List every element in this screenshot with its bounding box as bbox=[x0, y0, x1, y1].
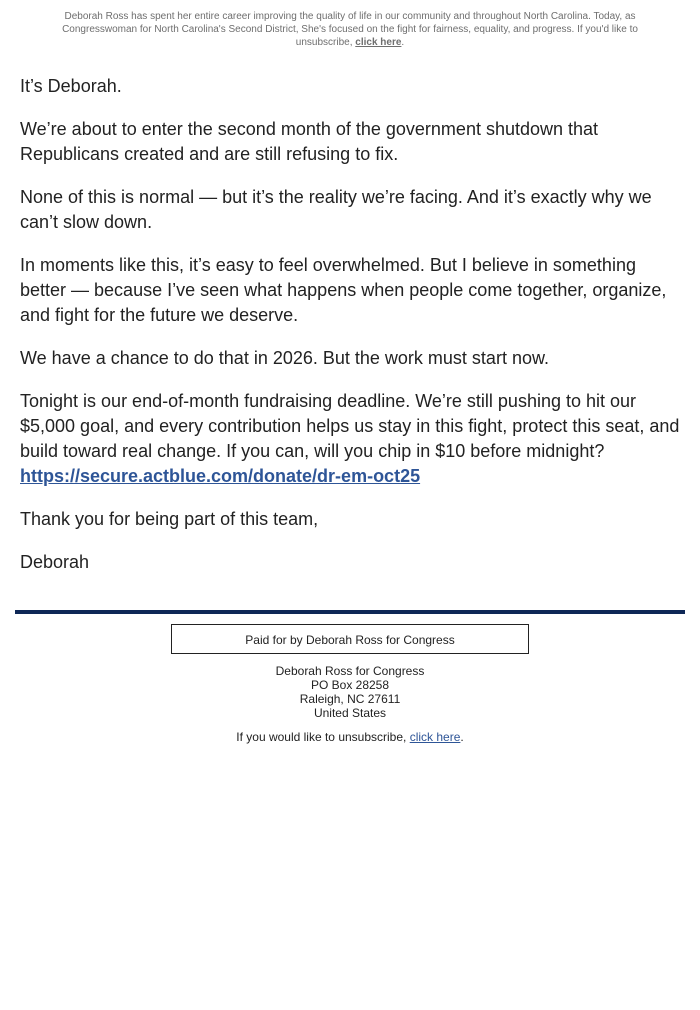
preheader-text: Deborah Ross has spent her entire career improving the quality of life in our community and throughout North Carolina. Today, as Congresswoman for North Carolina's Second District, She's focused on the fight for fairness, equality, and progress. If you'd like to unsubscribe, bbox=[62, 11, 638, 48]
mailing-address bbox=[0, 664, 700, 720]
preheader-unsubscribe-link[interactable]: click here bbox=[355, 37, 402, 48]
unsubscribe-end: . bbox=[460, 730, 464, 744]
email-body bbox=[0, 49, 700, 575]
paragraph-overwhelmed: In moments like this, it’s easy to feel overwhelmed. But I believe in something better — because I’ve seen what happens when people come together, organize, and fight for the future we deserve. bbox=[20, 255, 667, 325]
address-line1: PO Box 28258 bbox=[310, 678, 390, 692]
paragraph-2026: We have a chance to do that in 2026. But the work must start now. bbox=[20, 348, 549, 368]
paragraph-shutdown: We’re about to enter the second month of the government shutdown that Republicans created and are still refusing to fix. bbox=[20, 119, 599, 164]
donate-link[interactable]: https://secure.actblue.com/donate/dr-em-oct25 bbox=[20, 466, 421, 486]
paragraph-not-normal: None of this is normal — but it’s the reality we’re facing. And it’s exactly why we can’t slow down. bbox=[20, 187, 652, 232]
paragraph-thanks: Thank you for being part of this team, bbox=[20, 509, 319, 529]
paragraph-fundraising bbox=[20, 389, 680, 489]
signature: Deborah bbox=[20, 552, 90, 572]
footer bbox=[0, 624, 700, 744]
address-name: Deborah Ross for Congress bbox=[275, 664, 425, 678]
paid-for-disclaimer: Paid for by Deborah Ross for Congress bbox=[171, 624, 529, 654]
footer-divider bbox=[15, 610, 685, 614]
address-country: United States bbox=[313, 706, 387, 720]
preheader bbox=[50, 10, 650, 49]
address-city: Raleigh, NC 27611 bbox=[299, 692, 401, 706]
unsubscribe-text: If you would like to unsubscribe, bbox=[236, 730, 410, 744]
preheader-end: . bbox=[401, 37, 405, 48]
fundraising-text: Tonight is our end-of-month fundraising deadline. We’re still pushing to hit our $5,000 goal, and every contribution helps us stay in this fight, protect this seat, and build toward real change. If you can, will you chip in $10 before midnight? bbox=[20, 391, 680, 461]
unsubscribe-line bbox=[0, 730, 700, 744]
greeting: It’s Deborah. bbox=[20, 76, 122, 96]
footer-unsubscribe-link[interactable]: click here bbox=[409, 730, 461, 744]
